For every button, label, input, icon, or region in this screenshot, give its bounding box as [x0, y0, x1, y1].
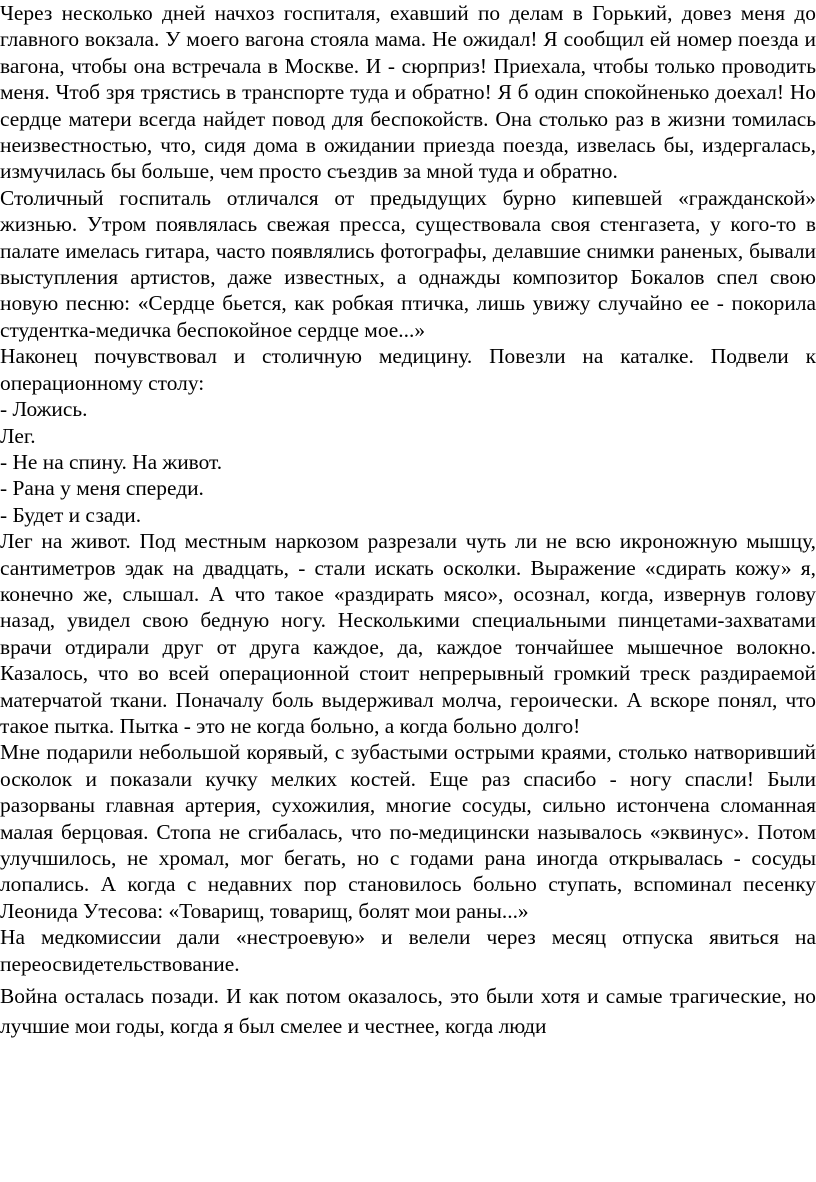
dialogue-line-2: Лег. [0, 423, 36, 448]
paragraph-3: Наконец почувствовал и столичную медицину. Повезли на каталке. Подвели к операционному столу: [0, 344, 816, 395]
paragraph-6: На медкомиссии дали «нестроевую» и велели через месяц отпуска явиться на переосвидетельствование. [0, 925, 816, 976]
paragraph-4: Лег на живот. Под местным наркозом разрезали чуть ли не всю икроножную мышцу, сантиметров эдак на двадцать, - стали искать осколки. Выражение «сдирать кожу» я, конечно же, слышал. А что такое «раздирать мясо», осознал, когда, извернув голову назад, увидел свою бедную ногу. Несколькими специальными пинцетами-захватами врачи отдирали друг от друга каждое, да, каждое тончайшее мышечное волокно. Казалось, что во всей операционной стоит непрерывный громкий треск раздираемой матерчатой ткани. Поначалу боль выдерживал молча, героически. А вскоре понял, что такое пытка. Пытка - это не когда больно, а когда больно долго! [0, 529, 816, 738]
paragraph-5: Мне подарили небольшой корявый, с зубастыми острыми краями, столько натворивший осколок и показали кучку мелких костей. Еще раз спасибо - ногу спасли! Были разорваны главная артерия, сухожилия, многие сосуды, сильно истончена сломанная малая берцовая. Стопа не сгибалась, что по-медицински называлось «эквинус». Потом улучшилось, не хромал, мог бегать, но с годами рана иногда открывалась - сосуды лопались. А когда с недавних пор становилось больно ступать, вспоминал песенку Леонида Утесова: «Товарищ, товарищ, болят мои раны...» [0, 740, 816, 923]
paragraph-1: Через несколько дней начхоз госпиталя, ехавший по делам в Горький, довез меня до главного вокзала. У моего вагона стояла мама. Не ожидал! Я сообщил ей номер поезда и вагона, чтобы она встречала в Москве. И - сюрприз! Приехала, чтобы только проводить меня. Чтоб зря трястись в транспорте туда и обратно! Я б один спокойненько доехал! Но сердце матери всегда найдет повод для беспокойств. Она столько раз в жизни томилась неизвестностью, что, сидя дома в ожидании приезда поезда, извелась бы, издергалась, измучилась бы больше, чем просто съездив за мной туда и обратно. [0, 1, 816, 184]
paragraph-7: Война осталась позади. И как потом оказалось, это были хотя и самые трагические, но лучшие мои годы, когда я был смелее и честнее, когда люди [0, 984, 816, 1039]
dialogue-line-3: - Не на спину. На живот. [0, 449, 223, 474]
dialogue-line-4: - Рана у меня спереди. [0, 476, 204, 501]
paragraph-2: Столичный госпиталь отличался от предыдущих бурно кипевшей «гражданской» жизнью. Утром появлялась свежая пресса, существовала своя стенгазета, у кого-то в палате имелась гитара, часто появлялись фотографы, делавшие снимки раненых, бывали выступления артистов, даже известных, а однажды композитор Бокалов спел свою новую песню: «Сердце бьется, как робкая птичка, лишь увижу случайно ее - покорила студентка-медичка беспокойное сердце мое...» [0, 185, 816, 342]
dialogue-line-1: - Ложись. [0, 397, 88, 422]
dialogue-line-5: - Будет и сзади. [0, 502, 142, 527]
